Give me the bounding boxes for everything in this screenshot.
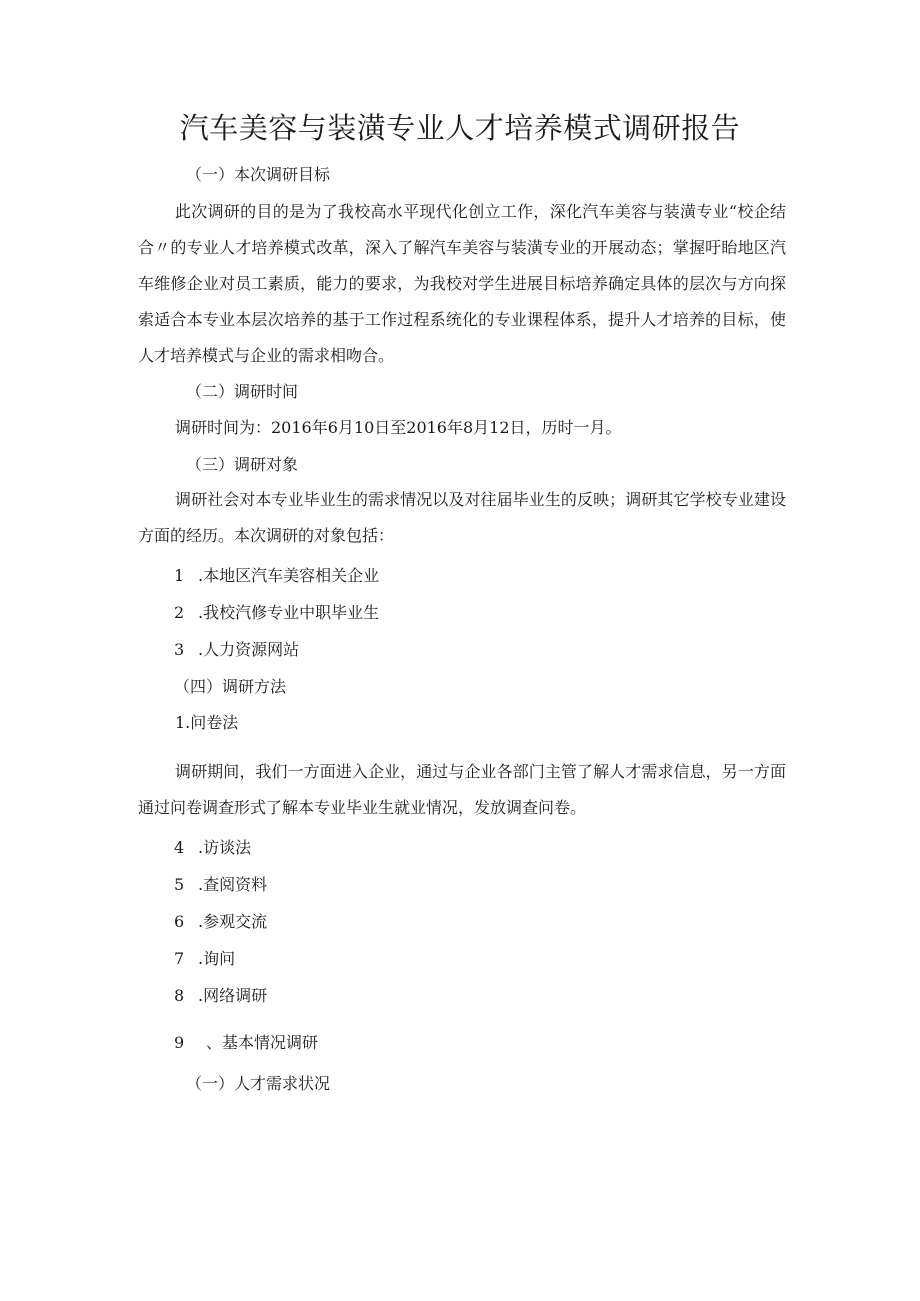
section-heading-3: （三）调研对象 [186, 455, 299, 474]
list-item-number: 6 [174, 912, 185, 931]
list-item-text: .我校汽修专业中职毕业生 [198, 603, 380, 622]
document-title: 汽车美容与装潢专业人才培养模式调研报告 [179, 111, 741, 145]
paragraph-time: 调研时间为：2016年6月10日至2016年8月12日，历时一月。 [175, 418, 622, 437]
list-item [174, 565, 379, 587]
section-heading-1: （一）本次调研目标 [186, 165, 331, 184]
list-item [174, 911, 267, 933]
list-item-text: .网络调研 [198, 986, 268, 1005]
subsection-heading: （一）人才需求状况 [186, 1074, 331, 1093]
section-heading-2: （二）调研时间 [186, 382, 299, 401]
list-item-text: .查阅资料 [198, 875, 268, 894]
list-item-text: .本地区汽车美容相关企业 [198, 566, 380, 585]
list-item-number: 8 [174, 986, 185, 1005]
method-questionnaire: 1.问卷法 [175, 713, 239, 732]
section-title: 、基本情况调研 [206, 1033, 319, 1052]
list-item-text: .询问 [198, 949, 236, 968]
list-item [174, 602, 379, 624]
list-item-number: 2 [174, 603, 185, 622]
list-item-number: 3 [174, 640, 185, 659]
list-item-number: 1 [174, 566, 185, 585]
paragraph-targets: 调研社会对本专业毕业生的需求情况以及对往届毕业生的反映；调研其它学校专业建设方面的经历。本次调研的对象包括： [138, 490, 786, 545]
list-item-text: .参观交流 [198, 912, 268, 931]
list-item-number: 5 [174, 875, 185, 894]
list-item-text: .访谈法 [198, 838, 252, 857]
list-item-number: 7 [174, 949, 185, 968]
section-heading-4: （四）调研方法 [174, 677, 287, 696]
paragraph-goal: 此次调研的目的是为了我校高水平现代化创立工作，深化汽车美容与装潢专业“校企结合〃的专业人才培养模式改革，深入了解汽车美容与装潢专业的开展动态；掌握吁眙地区汽车维修企业对员工素质，能力的要求，为我校对学生进展目标培养确定具体的层次与方向探索适合本专业本层次培养的基于工作过程系统化的专业课程体系，提升人才培养的目标，使人才培养模式与企业的需求相吻合。 [138, 202, 786, 365]
section-heading-5 [174, 1032, 318, 1054]
list-item [174, 639, 299, 661]
list-item [174, 948, 235, 970]
list-item-text: .人力资源网站 [198, 640, 300, 659]
list-item [174, 837, 251, 859]
paragraph-methods: 调研期间，我们一方面进入企业，通过与企业各部门主管了解人才需求信息，另一方面通过问卷调查形式了解本专业毕业生就业情况，发放调查问卷。 [138, 762, 786, 817]
list-item-number: 4 [174, 838, 185, 857]
list-item [174, 874, 267, 896]
list-item [174, 985, 267, 1007]
section-number: 9 [174, 1033, 185, 1052]
